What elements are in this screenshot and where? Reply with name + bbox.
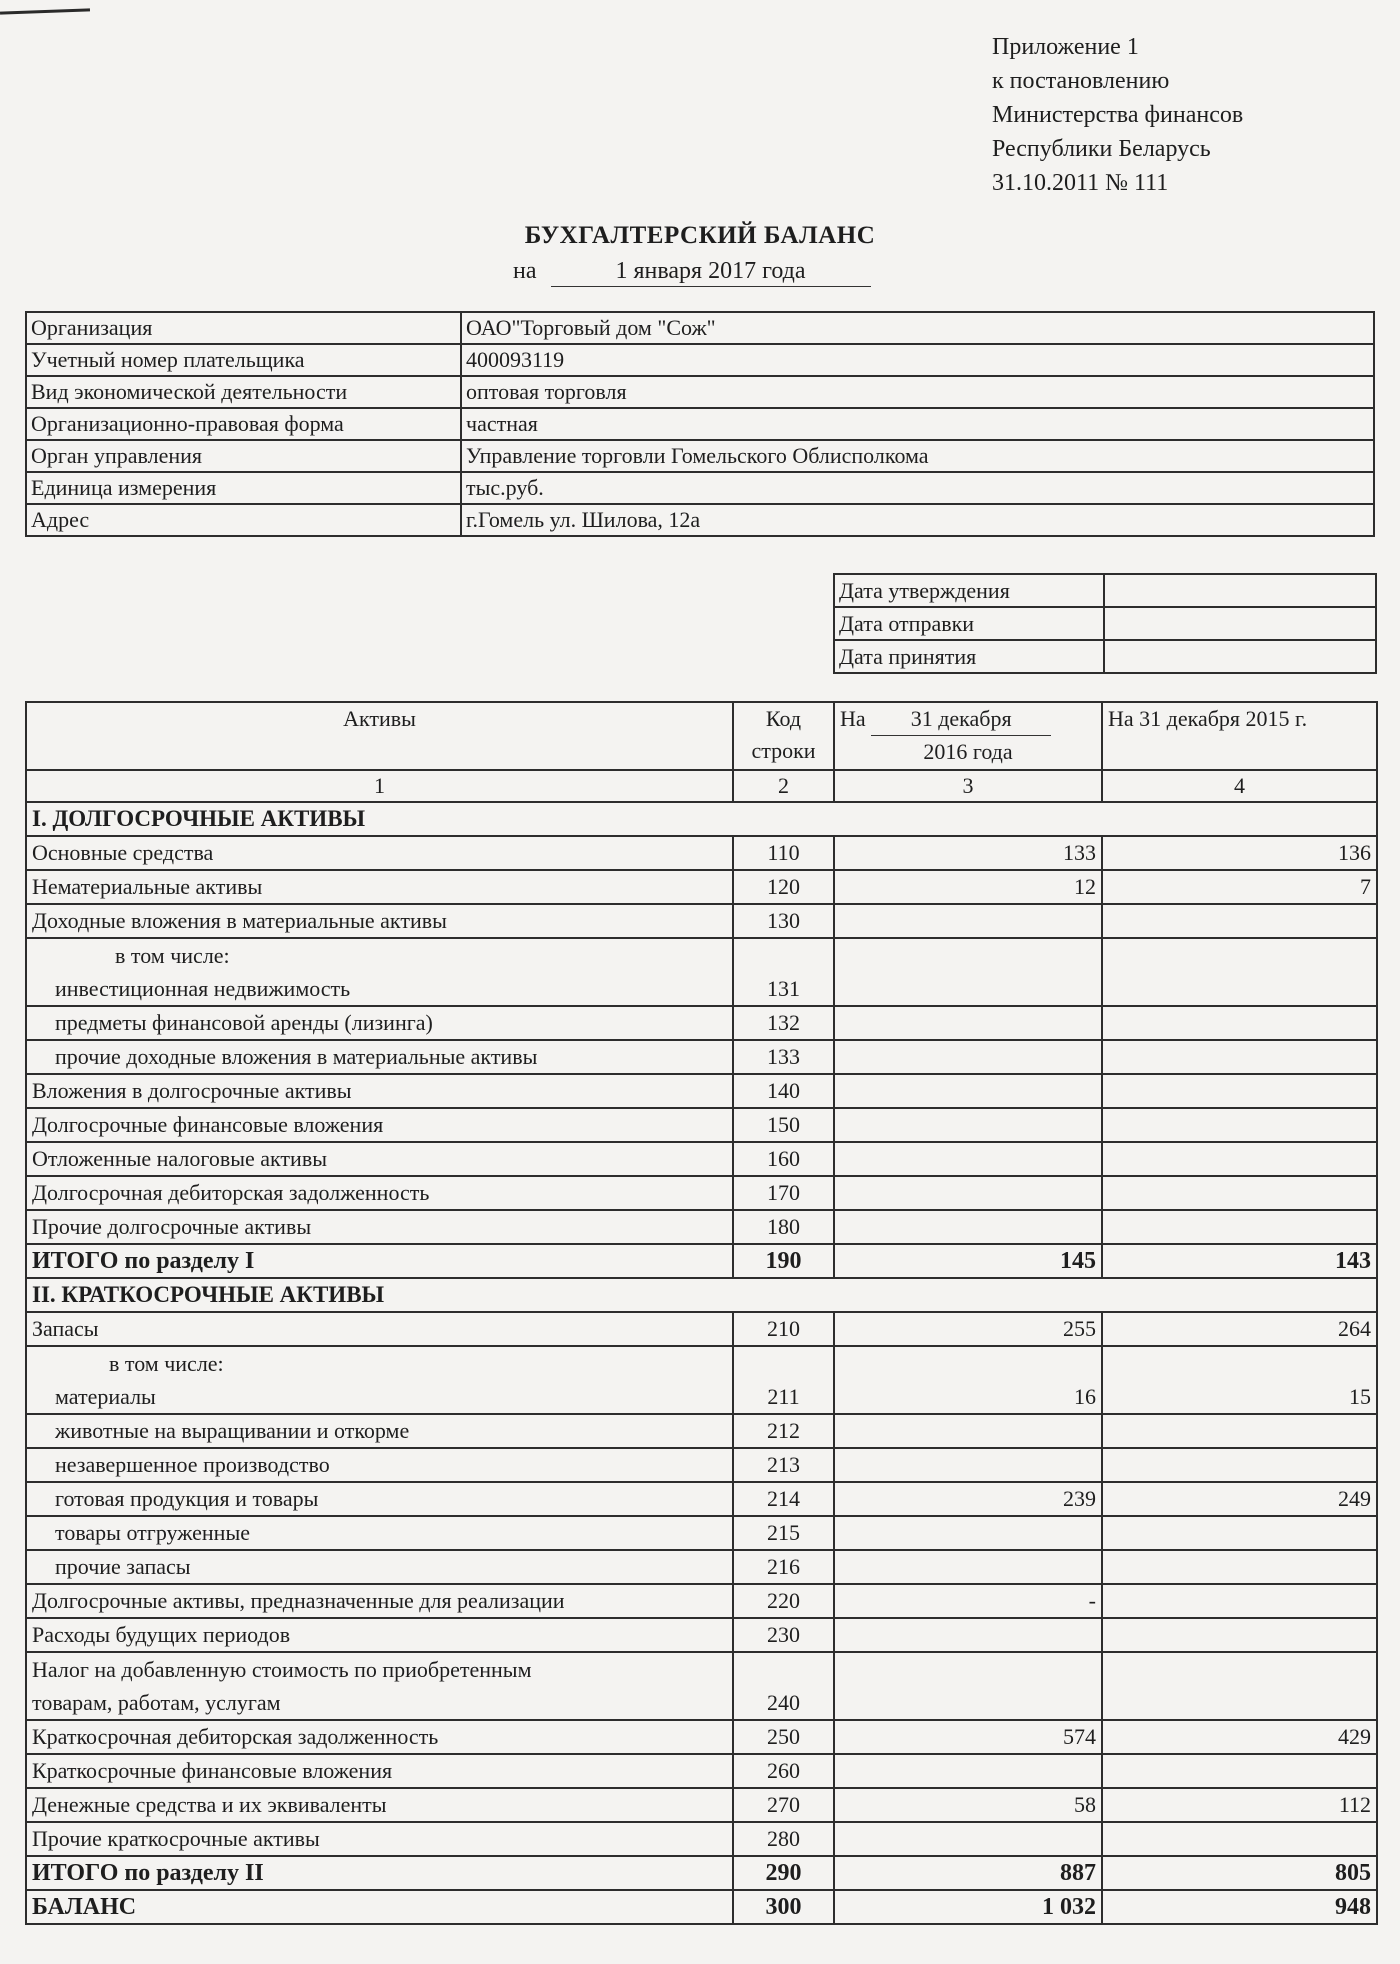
row-value-2015: 948 (1102, 1890, 1377, 1924)
section-heading-row (26, 802, 1377, 836)
row-name-line: Налог на добавленную стоимость по приобретенным (32, 1657, 532, 1682)
table-row (26, 870, 1377, 904)
date-row (834, 640, 1376, 673)
row-code: 211 (733, 1346, 834, 1414)
row-code: 110 (733, 836, 834, 870)
row-value-2015 (1102, 904, 1377, 938)
row-code: 260 (733, 1754, 834, 1788)
date-row (834, 607, 1376, 640)
row-code: 131 (733, 938, 834, 1006)
appendix-line: Министерства финансов (992, 102, 1244, 128)
row-value-2016 (834, 1040, 1102, 1074)
row-value-2015 (1102, 1176, 1377, 1210)
row-value-2015 (1102, 1550, 1377, 1584)
row-code: 300 (733, 1890, 834, 1924)
row-name: Прочие краткосрочные активы (26, 1822, 733, 1856)
org-value: ОАО"Торговый дом "Сож" (461, 312, 1374, 344)
row-value-2016 (834, 1754, 1102, 1788)
org-value: оптовая торговля (461, 376, 1374, 408)
header-row (26, 702, 1377, 770)
table-row (26, 1652, 1377, 1720)
row-value-2015 (1102, 1142, 1377, 1176)
row-value-2015 (1102, 1652, 1377, 1720)
table-row (26, 1482, 1377, 1516)
table-row (26, 1822, 1377, 1856)
table-row (26, 1754, 1377, 1788)
document-title: БУХГАЛТЕРСКИЙ БАЛАНС (524, 222, 876, 249)
org-label: Единица измерения (26, 472, 461, 504)
row-value-2016: 58 (834, 1788, 1102, 1822)
row-value-2016 (834, 1618, 1102, 1652)
header-period-date: 31 декабря (871, 703, 1051, 736)
row-name: Долгосрочные активы, предназначенные для реализации (26, 1584, 733, 1618)
row-value-2016 (834, 1108, 1102, 1142)
row-code: 230 (733, 1618, 834, 1652)
row-code: 280 (733, 1822, 834, 1856)
row-value-2015: 15 (1102, 1346, 1377, 1414)
row-value-2016 (834, 1210, 1102, 1244)
row-name: незавершенное производство (26, 1448, 733, 1482)
row-value-2015 (1102, 1822, 1377, 1856)
table-row (26, 1346, 1377, 1414)
appendix-line: Республики Беларусь (992, 136, 1211, 162)
org-value: тыс.руб. (461, 472, 1374, 504)
row-name: ИТОГО по разделу II (26, 1856, 733, 1890)
row-value-2016: 1 032 (834, 1890, 1102, 1924)
date-label: Дата утверждения (834, 574, 1104, 607)
row-value-2016: - (834, 1584, 1102, 1618)
row-value-2016 (834, 1652, 1102, 1720)
row-code: 210 (733, 1312, 834, 1346)
row-value-2015 (1102, 1040, 1377, 1074)
row-name: прочие доходные вложения в материальные активы (26, 1040, 733, 1074)
org-row (26, 408, 1374, 440)
row-name: Краткосрочная дебиторская задолженность (26, 1720, 733, 1754)
row-value-2015 (1102, 1108, 1377, 1142)
org-label: Адрес (26, 504, 461, 536)
org-row (26, 344, 1374, 376)
total-row (26, 1244, 1377, 1278)
header-period-prefix: На (840, 706, 866, 731)
header-period-year: 2016 года (923, 739, 1013, 764)
appendix-line: 31.10.2011 № 111 (992, 170, 1169, 196)
table-row (26, 1210, 1377, 1244)
row-value-2016 (834, 1414, 1102, 1448)
row-name: Основные средства (26, 836, 733, 870)
org-label: Вид экономической деятельности (26, 376, 461, 408)
row-value-2015 (1102, 1448, 1377, 1482)
row-code: 190 (733, 1244, 834, 1278)
balance-total-row (26, 1890, 1377, 1924)
table-row (26, 1414, 1377, 1448)
row-value-2016: 239 (834, 1482, 1102, 1516)
table-row (26, 1074, 1377, 1108)
row-name: Расходы будущих периодов (26, 1618, 733, 1652)
header-period-2015: На 31 декабря 2015 г. (1102, 702, 1377, 770)
row-code: 180 (733, 1210, 834, 1244)
row-value-2015 (1102, 1584, 1377, 1618)
column-number: 1 (26, 770, 733, 802)
table-row (26, 904, 1377, 938)
submission-dates-table (833, 573, 1377, 674)
organization-info-table (25, 311, 1375, 537)
header-period-line (840, 703, 1096, 736)
appendix-note (992, 30, 1243, 200)
table-row (26, 1040, 1377, 1074)
date-field (1104, 640, 1376, 673)
row-value-2015 (1102, 1516, 1377, 1550)
row-code: 150 (733, 1108, 834, 1142)
table-row (26, 938, 1377, 1006)
row-name (26, 1346, 733, 1414)
row-value-2016 (834, 1074, 1102, 1108)
row-name: БАЛАНС (26, 1890, 733, 1924)
row-name-text: товарам, работам, услугам (32, 1690, 281, 1715)
table-row (26, 1788, 1377, 1822)
date-label: Дата отправки (834, 607, 1104, 640)
row-value-2015: 429 (1102, 1720, 1377, 1754)
row-value-2016 (834, 1142, 1102, 1176)
table-row (26, 1584, 1377, 1618)
date-field (1104, 607, 1376, 640)
row-subheading: в том числе: (115, 943, 230, 968)
org-row (26, 472, 1374, 504)
row-code: 240 (733, 1652, 834, 1720)
document-date (513, 258, 871, 287)
appendix-line: Приложение 1 (992, 34, 1139, 60)
row-value-2016 (834, 904, 1102, 938)
header-code-line: строки (751, 738, 816, 763)
row-value-2015 (1102, 938, 1377, 1006)
row-value-2016 (834, 1822, 1102, 1856)
row-value-2015: 805 (1102, 1856, 1377, 1890)
date-prefix: на (513, 258, 537, 284)
header-code (733, 702, 834, 770)
row-code: 216 (733, 1550, 834, 1584)
row-value-2015: 136 (1102, 836, 1377, 870)
date-value: 1 января 2017 года (551, 258, 871, 287)
row-code: 270 (733, 1788, 834, 1822)
header-assets: Активы (26, 702, 733, 770)
table-row (26, 1108, 1377, 1142)
row-name: Отложенные налоговые активы (26, 1142, 733, 1176)
row-name: Доходные вложения в материальные активы (26, 904, 733, 938)
row-name: Долгосрочная дебиторская задолженность (26, 1176, 733, 1210)
row-code: 290 (733, 1856, 834, 1890)
row-value-2015 (1102, 1414, 1377, 1448)
row-value-2016 (834, 1006, 1102, 1040)
row-code: 215 (733, 1516, 834, 1550)
date-field (1104, 574, 1376, 607)
row-name: предметы финансовой аренды (лизинга) (26, 1006, 733, 1040)
row-code: 170 (733, 1176, 834, 1210)
row-code: 132 (733, 1006, 834, 1040)
table-row (26, 1448, 1377, 1482)
section-heading: II. КРАТКОСРОЧНЫЕ АКТИВЫ (26, 1278, 1377, 1312)
row-value-2016 (834, 1550, 1102, 1584)
row-name: прочие запасы (26, 1550, 733, 1584)
appendix-line: к постановлению (992, 68, 1170, 94)
row-value-2016: 574 (834, 1720, 1102, 1754)
row-name: Запасы (26, 1312, 733, 1346)
table-row (26, 1312, 1377, 1346)
row-code: 133 (733, 1040, 834, 1074)
table-row (26, 1142, 1377, 1176)
table-row (26, 1176, 1377, 1210)
org-label: Организационно-правовая форма (26, 408, 461, 440)
row-value-2015: 249 (1102, 1482, 1377, 1516)
org-value: Управление торговли Гомельского Облисполкома (461, 440, 1374, 472)
header-code-line: Код (765, 706, 802, 731)
table-row (26, 1618, 1377, 1652)
row-value-2016: 16 (834, 1346, 1102, 1414)
row-code: 213 (733, 1448, 834, 1482)
row-code: 160 (733, 1142, 834, 1176)
row-code: 212 (733, 1414, 834, 1448)
row-name: ИТОГО по разделу I (26, 1244, 733, 1278)
row-value-2016: 12 (834, 870, 1102, 904)
row-value-2015: 112 (1102, 1788, 1377, 1822)
row-value-2016 (834, 1448, 1102, 1482)
row-value-2016: 145 (834, 1244, 1102, 1278)
row-name: Денежные средства и их эквиваленты (26, 1788, 733, 1822)
row-value-2015 (1102, 1754, 1377, 1788)
table-row (26, 1550, 1377, 1584)
table-row (26, 1720, 1377, 1754)
row-name: Вложения в долгосрочные активы (26, 1074, 733, 1108)
row-name: товары отгруженные (26, 1516, 733, 1550)
row-subheading: в том числе: (109, 1351, 224, 1376)
org-label: Учетный номер плательщика (26, 344, 461, 376)
row-value-2015: 264 (1102, 1312, 1377, 1346)
total-row (26, 1856, 1377, 1890)
column-number: 3 (834, 770, 1102, 802)
org-label: Организация (26, 312, 461, 344)
row-name (26, 938, 733, 1006)
org-row (26, 376, 1374, 408)
row-value-2016: 887 (834, 1856, 1102, 1890)
row-name-text: инвестиционная недвижимость (55, 976, 351, 1001)
row-code: 220 (733, 1584, 834, 1618)
corner-pen-mark (0, 8, 90, 14)
row-value-2015 (1102, 1074, 1377, 1108)
row-value-2015 (1102, 1618, 1377, 1652)
row-value-2015: 7 (1102, 870, 1377, 904)
table-row (26, 1516, 1377, 1550)
balance-sheet-table (25, 701, 1378, 1925)
row-name-text: материалы (55, 1384, 156, 1409)
row-code: 214 (733, 1482, 834, 1516)
row-name: Нематериальные активы (26, 870, 733, 904)
org-value: частная (461, 408, 1374, 440)
org-label: Орган управления (26, 440, 461, 472)
org-value: г.Гомель ул. Шилова, 12а (461, 504, 1374, 536)
row-value-2016: 255 (834, 1312, 1102, 1346)
column-number: 2 (733, 770, 834, 802)
date-label: Дата принятия (834, 640, 1104, 673)
row-value-2015 (1102, 1210, 1377, 1244)
org-value: 400093119 (461, 344, 1374, 376)
section-heading-row (26, 1278, 1377, 1312)
table-row (26, 1006, 1377, 1040)
row-value-2015: 143 (1102, 1244, 1377, 1278)
org-row (26, 504, 1374, 536)
date-row (834, 574, 1376, 607)
row-code: 140 (733, 1074, 834, 1108)
section-heading: I. ДОЛГОСРОЧНЫЕ АКТИВЫ (26, 802, 1377, 836)
row-code: 120 (733, 870, 834, 904)
row-value-2016 (834, 1176, 1102, 1210)
row-code: 130 (733, 904, 834, 938)
column-number: 4 (1102, 770, 1377, 802)
row-code: 250 (733, 1720, 834, 1754)
row-name (26, 1652, 733, 1720)
row-name: Долгосрочные финансовые вложения (26, 1108, 733, 1142)
org-row (26, 440, 1374, 472)
row-value-2016 (834, 1516, 1102, 1550)
column-number-row (26, 770, 1377, 802)
row-value-2015 (1102, 1006, 1377, 1040)
row-name: животные на выращивании и откорме (26, 1414, 733, 1448)
header-period-2016 (834, 702, 1102, 770)
row-name: Краткосрочные финансовые вложения (26, 1754, 733, 1788)
row-name: Прочие долгосрочные активы (26, 1210, 733, 1244)
org-row (26, 312, 1374, 344)
row-value-2016 (834, 938, 1102, 1006)
row-name: готовая продукция и товары (26, 1482, 733, 1516)
row-value-2016: 133 (834, 836, 1102, 870)
table-row (26, 836, 1377, 870)
